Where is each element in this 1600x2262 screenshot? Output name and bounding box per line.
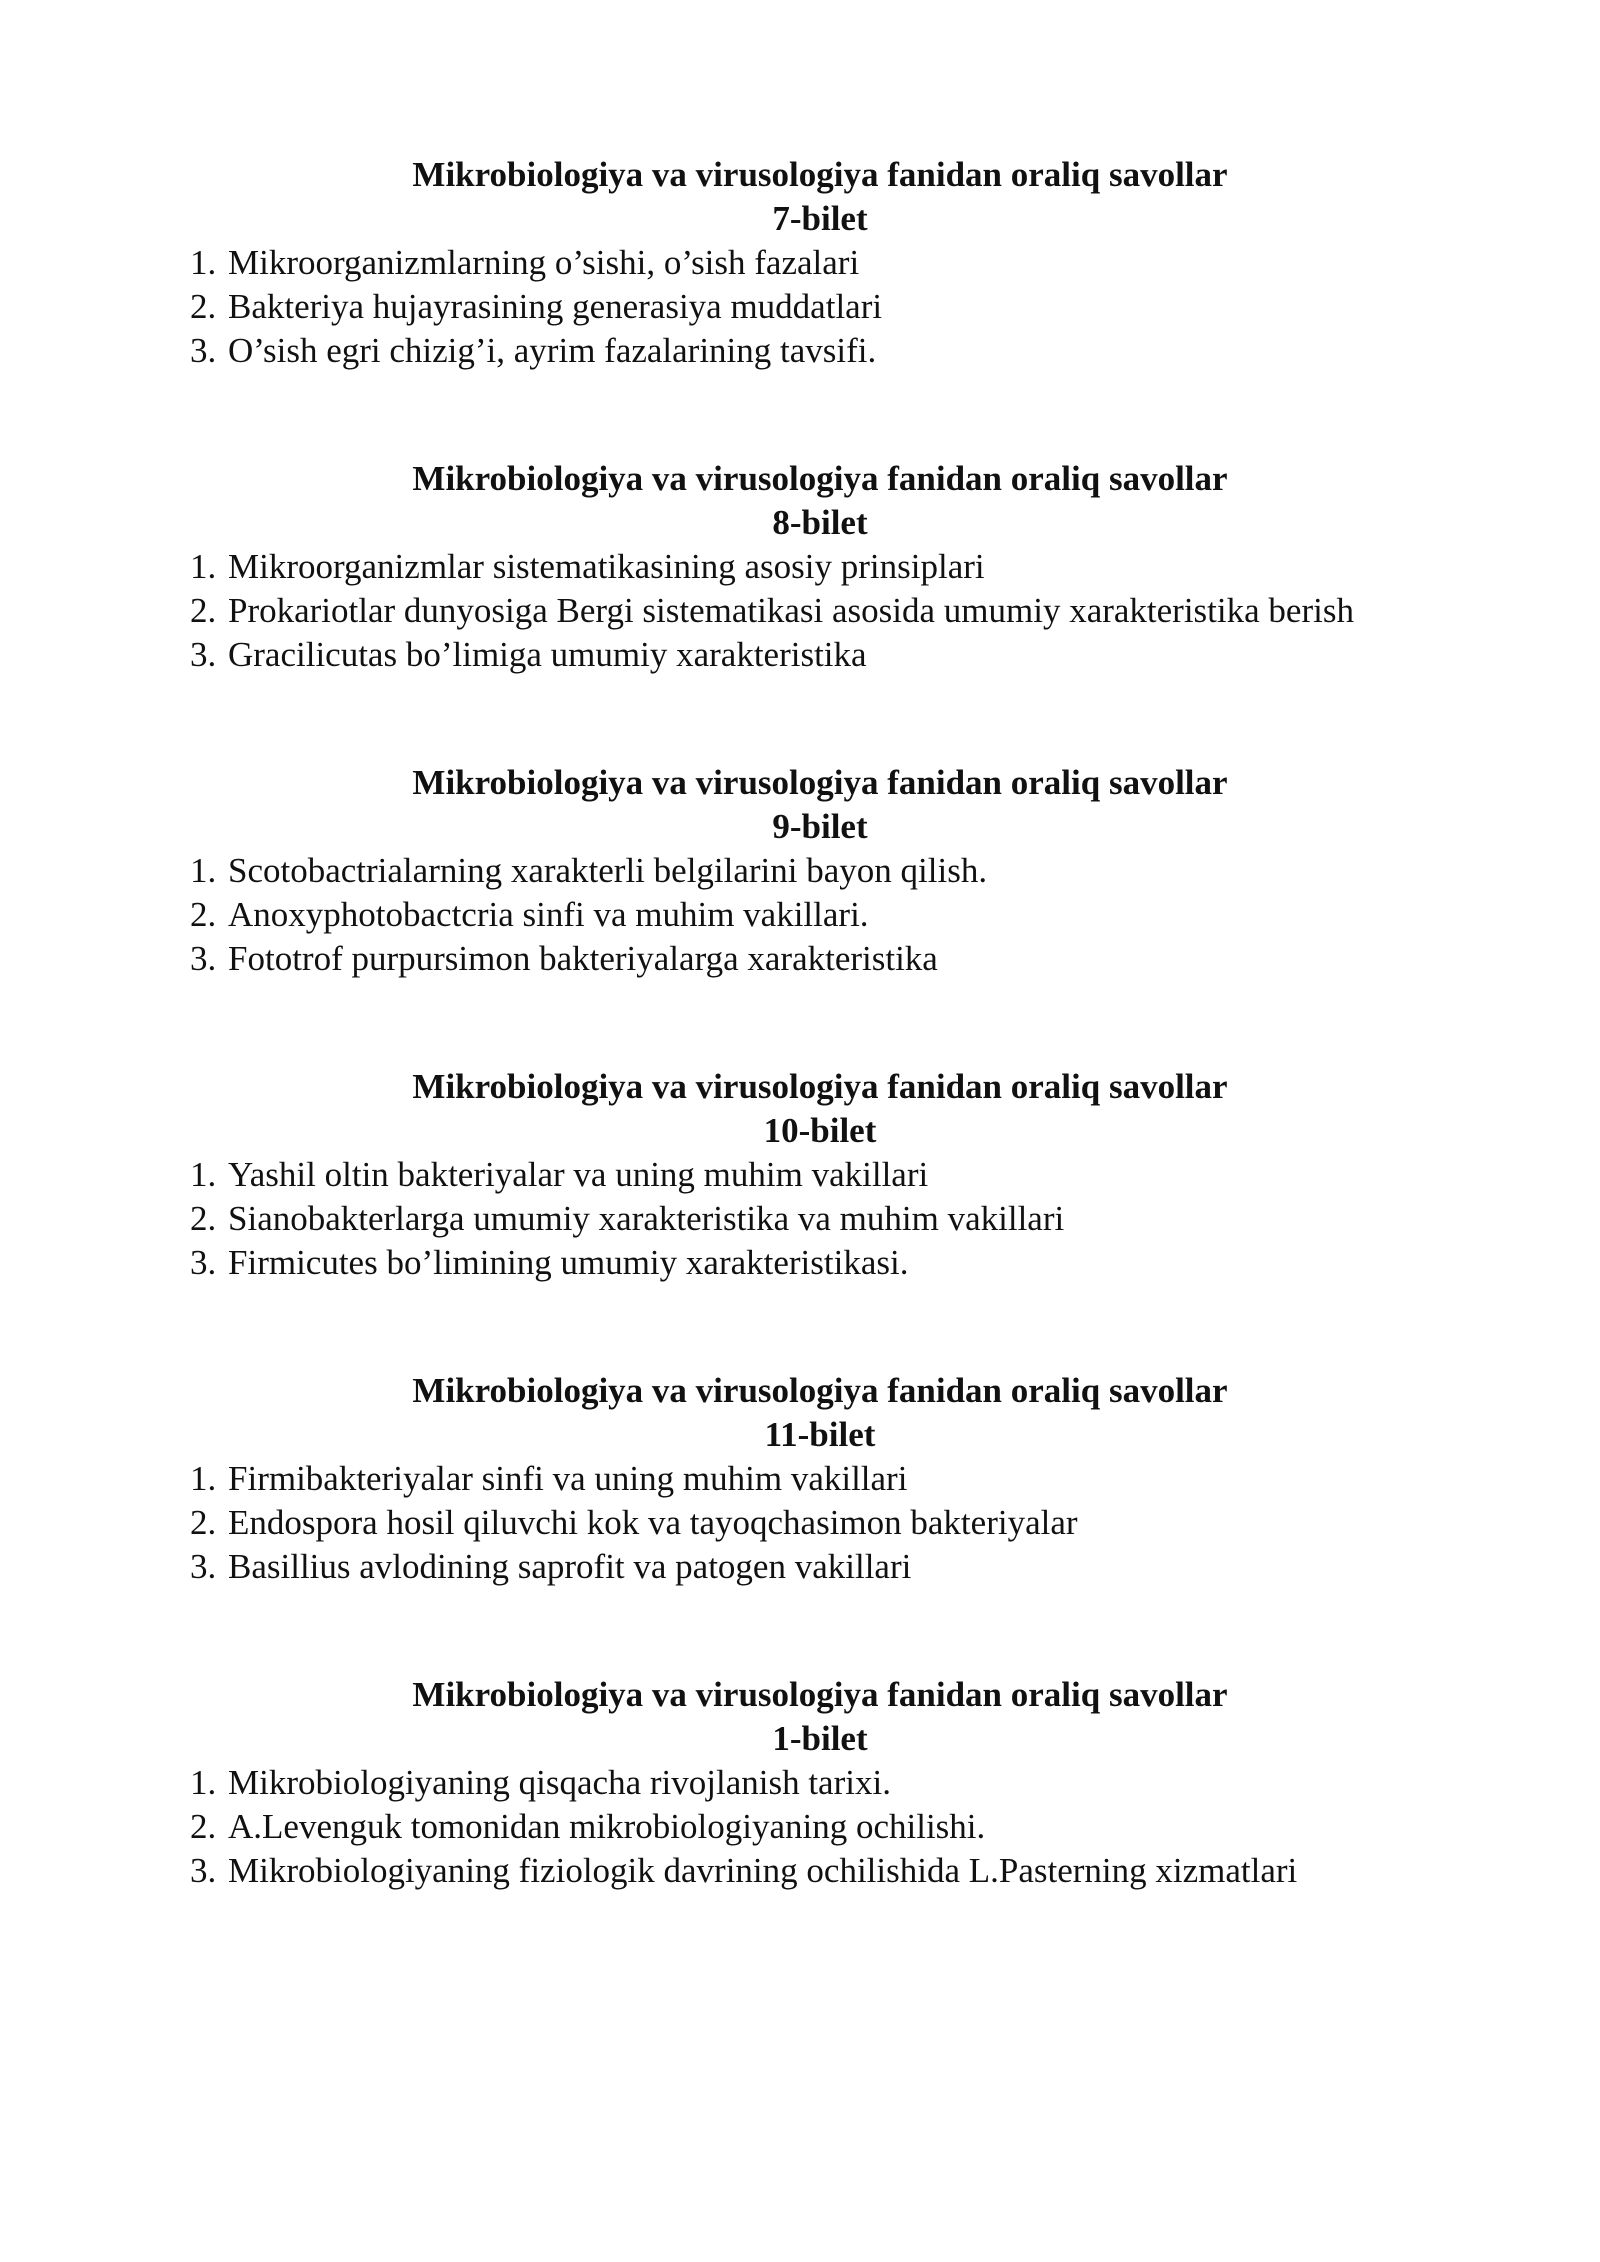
- question-text: Anoxyphotobactcria sinfi va muhim vakillari.: [228, 895, 869, 934]
- ticket-heading: Mikrobiologiya va virusologiya fanidan oraliq savollar: [412, 155, 1228, 194]
- question-text: Scotobactrialarning xarakterli belgilarini bayon qilish.: [228, 851, 988, 890]
- question-number: 1.: [190, 1155, 217, 1194]
- question-item: [190, 589, 1450, 633]
- question-text: Basillius avlodining saprofit va patogen vakillari: [228, 1547, 912, 1586]
- question-item: [190, 1501, 1450, 1545]
- ticket-number: 11-bilet: [764, 1415, 876, 1454]
- question-number: 2.: [190, 591, 217, 630]
- question-number: 1.: [190, 547, 217, 586]
- question-item: [190, 633, 1450, 677]
- question-list: [190, 1761, 1450, 1893]
- question-number: 2.: [190, 287, 217, 326]
- question-number: 3.: [190, 635, 217, 674]
- question-text: Firmicutes bo’limining umumiy xarakteristikasi.: [228, 1243, 909, 1282]
- question-item: [190, 241, 1450, 285]
- question-text: Bakteriya hujayrasining generasiya muddatlari: [228, 287, 883, 326]
- question-item: [190, 1761, 1450, 1805]
- question-number: 3.: [190, 1851, 217, 1890]
- question-item: [190, 849, 1450, 893]
- question-list: [190, 545, 1450, 677]
- question-number: 3.: [190, 1547, 217, 1586]
- question-text: Mikrobiologiyaning qisqacha rivojlanish tarixi.: [228, 1763, 891, 1802]
- question-text: O’sish egri chizig’i, ayrim fazalarining tavsifi.: [228, 331, 877, 370]
- question-number: 2.: [190, 1199, 217, 1238]
- question-text: Mikroorganizmlarning o’sishi, o’sish fazalari: [228, 243, 860, 282]
- question-text: Sianobakterlarga umumiy xarakteristika va muhim vakillari: [228, 1199, 1065, 1238]
- question-list: [190, 849, 1450, 981]
- question-item: [190, 1457, 1450, 1501]
- question-list: [190, 1153, 1450, 1285]
- question-item: [190, 545, 1450, 589]
- ticket-number: 8-bilet: [772, 503, 868, 542]
- question-number: 1.: [190, 243, 217, 282]
- question-text: Endospora hosil qiluvchi kok va tayoqchasimon bakteriyalar: [228, 1503, 1078, 1542]
- question-number: 1.: [190, 1763, 217, 1802]
- question-text: Prokariotlar dunyosiga Bergi sistematikasi asosida umumiy xarakteristika berish: [228, 591, 1354, 630]
- question-number: 2.: [190, 1807, 217, 1846]
- question-item: [190, 1153, 1450, 1197]
- question-number: 3.: [190, 1243, 217, 1282]
- ticket-heading: Mikrobiologiya va virusologiya fanidan oraliq savollar: [412, 1067, 1228, 1106]
- ticket-number: 1-bilet: [772, 1719, 868, 1758]
- ticket-heading: Mikrobiologiya va virusologiya fanidan oraliq savollar: [412, 1675, 1228, 1714]
- ticket-9: [190, 761, 1450, 981]
- question-item: [190, 1241, 1450, 1285]
- question-item: [190, 1545, 1450, 1589]
- ticket-1: [190, 1673, 1450, 1893]
- question-list: [190, 241, 1450, 373]
- ticket-number: 10-bilet: [763, 1111, 877, 1150]
- question-item: [190, 329, 1450, 373]
- question-item: [190, 1849, 1450, 1893]
- question-number: 1.: [190, 851, 217, 890]
- question-text: Mikrobiologiyaning fiziologik davrining ochilishida L.Pasterning xizmatlari: [228, 1851, 1298, 1890]
- question-text: A.Levenguk tomonidan mikrobiologiyaning ochilishi.: [228, 1807, 986, 1846]
- question-text: Yashil oltin bakteriyalar va uning muhim vakillari: [228, 1155, 929, 1194]
- question-item: [190, 937, 1450, 981]
- ticket-heading: Mikrobiologiya va virusologiya fanidan oraliq savollar: [412, 1371, 1228, 1410]
- ticket-number: 9-bilet: [772, 807, 868, 846]
- ticket-7: [190, 153, 1450, 373]
- question-item: [190, 1197, 1450, 1241]
- question-number: 1.: [190, 1459, 217, 1498]
- ticket-number: 7-bilet: [772, 199, 868, 238]
- question-list: [190, 1457, 1450, 1589]
- ticket-heading: Mikrobiologiya va virusologiya fanidan oraliq savollar: [412, 459, 1228, 498]
- question-text: Mikroorganizmlar sistematikasining asosiy prinsiplari: [228, 547, 985, 586]
- question-number: 2.: [190, 1503, 217, 1542]
- question-text: Gracilicutas bo’limiga umumiy xarakteristika: [228, 635, 867, 674]
- question-number: 2.: [190, 895, 217, 934]
- question-number: 3.: [190, 939, 217, 978]
- ticket-8: [190, 457, 1450, 677]
- ticket-11: [190, 1369, 1450, 1589]
- question-text: Fototrof purpursimon bakteriyalarga xarakteristika: [228, 939, 938, 978]
- ticket-10: [190, 1065, 1450, 1285]
- ticket-heading: Mikrobiologiya va virusologiya fanidan oraliq savollar: [412, 763, 1228, 802]
- question-text: Firmibakteriyalar sinfi va uning muhim vakillari: [228, 1459, 908, 1498]
- question-item: [190, 1805, 1450, 1849]
- question-number: 3.: [190, 331, 217, 370]
- question-item: [190, 285, 1450, 329]
- question-item: [190, 893, 1450, 937]
